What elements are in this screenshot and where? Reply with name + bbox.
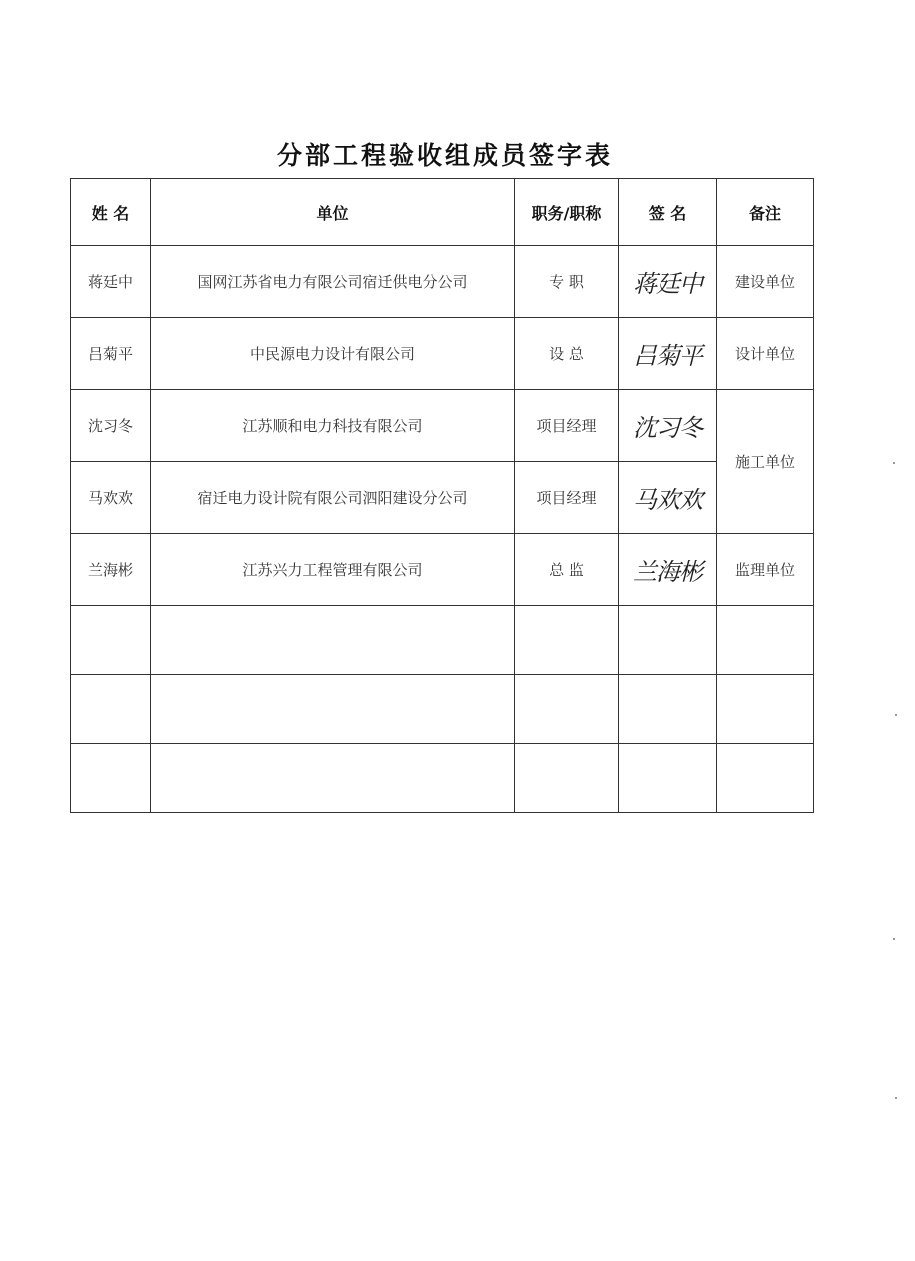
cell-note-merged: 施工单位 bbox=[717, 390, 814, 534]
table-row bbox=[71, 318, 814, 390]
cell-title: 项目经理 bbox=[515, 462, 619, 534]
cell-title: 专 职 bbox=[515, 246, 619, 318]
cell-name: 蒋廷中 bbox=[71, 246, 151, 318]
cell-empty bbox=[71, 606, 151, 675]
cell-empty bbox=[619, 675, 717, 744]
cell-empty bbox=[619, 606, 717, 675]
cell-note: 建设单位 bbox=[717, 246, 814, 318]
table-row bbox=[71, 390, 814, 462]
table-row-empty bbox=[71, 675, 814, 744]
header-note: 备注 bbox=[717, 179, 814, 246]
cell-signature bbox=[619, 462, 717, 534]
handwritten-signature: 沈习冬 bbox=[633, 414, 702, 442]
cell-title: 项目经理 bbox=[515, 390, 619, 462]
cell-unit: 中民源电力设计有限公司 bbox=[151, 318, 515, 390]
handwritten-signature: 吕菊平 bbox=[633, 342, 702, 370]
table-row-empty bbox=[71, 606, 814, 675]
cell-empty bbox=[717, 744, 814, 813]
scan-speck bbox=[893, 938, 895, 940]
page-title: 分部工程验收组成员签字表 bbox=[276, 141, 613, 170]
scan-speck bbox=[895, 1097, 897, 1099]
cell-name: 吕菊平 bbox=[71, 318, 151, 390]
cell-empty bbox=[717, 606, 814, 675]
cell-empty bbox=[619, 744, 717, 813]
cell-empty bbox=[151, 606, 515, 675]
cell-empty bbox=[71, 744, 151, 813]
cell-unit: 宿迁电力设计院有限公司泗阳建设分公司 bbox=[151, 462, 515, 534]
signature-table bbox=[70, 178, 814, 813]
cell-name: 沈习冬 bbox=[71, 390, 151, 462]
cell-unit: 国网江苏省电力有限公司宿迁供电分公司 bbox=[151, 246, 515, 318]
cell-empty bbox=[151, 675, 515, 744]
handwritten-signature: 马欢欢 bbox=[633, 486, 702, 514]
cell-empty bbox=[151, 744, 515, 813]
handwritten-signature: 兰海彬 bbox=[633, 558, 702, 586]
table-row bbox=[71, 246, 814, 318]
cell-name: 兰海彬 bbox=[71, 534, 151, 606]
table-row bbox=[71, 534, 814, 606]
cell-empty bbox=[515, 675, 619, 744]
scan-speck bbox=[893, 462, 895, 464]
cell-note: 设计单位 bbox=[717, 318, 814, 390]
cell-title: 设 总 bbox=[515, 318, 619, 390]
cell-signature bbox=[619, 390, 717, 462]
table-header-row bbox=[71, 179, 814, 246]
table-row bbox=[71, 462, 814, 534]
cell-name: 马欢欢 bbox=[71, 462, 151, 534]
header-title: 职务/职称 bbox=[515, 179, 619, 246]
cell-unit: 江苏顺和电力科技有限公司 bbox=[151, 390, 515, 462]
cell-empty bbox=[71, 675, 151, 744]
cell-empty bbox=[515, 744, 619, 813]
cell-title: 总 监 bbox=[515, 534, 619, 606]
header-unit: 单位 bbox=[151, 179, 515, 246]
cell-signature bbox=[619, 318, 717, 390]
cell-unit: 江苏兴力工程管理有限公司 bbox=[151, 534, 515, 606]
cell-empty bbox=[515, 606, 619, 675]
cell-signature bbox=[619, 246, 717, 318]
cell-empty bbox=[717, 675, 814, 744]
header-name: 姓 名 bbox=[71, 179, 151, 246]
scan-speck bbox=[895, 714, 897, 716]
header-signature: 签 名 bbox=[619, 179, 717, 246]
table-row-empty bbox=[71, 744, 814, 813]
cell-signature bbox=[619, 534, 717, 606]
handwritten-signature: 蒋廷中 bbox=[633, 270, 702, 298]
cell-note: 监理单位 bbox=[717, 534, 814, 606]
